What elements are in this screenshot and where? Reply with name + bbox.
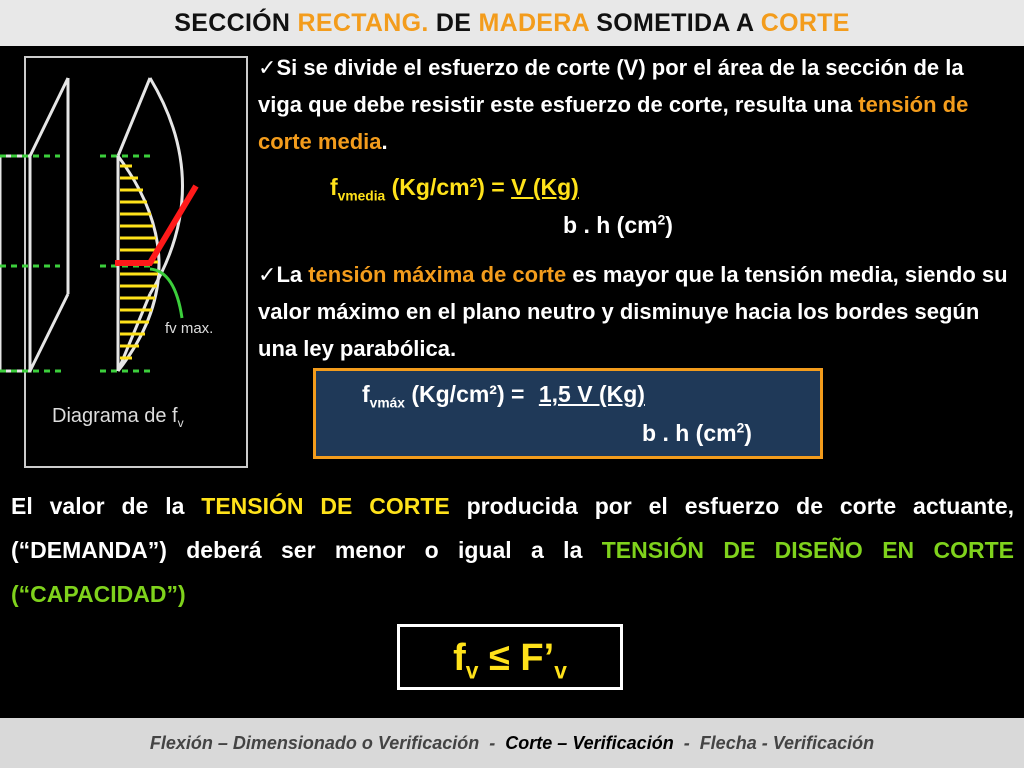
diagram-caption [52, 405, 184, 430]
formula1-denominator [563, 212, 673, 239]
inequality-operator: ≤ F’ [478, 637, 555, 679]
title-part: SECCIÓN [174, 9, 298, 37]
footer-item-flexion[interactable]: Flexión – Dimensionado o Verificación [149, 733, 480, 753]
footer-item-flecha[interactable]: Flecha - Verificación [699, 733, 875, 753]
formula2-units: (Kg/cm²) = [404, 381, 531, 407]
inequality-F-sub: v [554, 657, 567, 684]
formula1-den-close: ) [665, 212, 673, 238]
formula1-numerator: V (Kg) [511, 174, 579, 200]
paragraph-mean-shear [258, 49, 1010, 160]
title-part: SOMETIDA A [589, 9, 761, 37]
footer-separator: - [673, 733, 700, 753]
conclusion-paragraph [11, 484, 1014, 616]
formula1-units: (Kg/cm²) = [385, 174, 512, 200]
formula-mean [330, 174, 579, 204]
para1-end: . [381, 129, 388, 154]
title-highlight-rectang: RECTANG. [297, 9, 429, 37]
formula1-f: f [330, 174, 338, 200]
beam-section-outline [0, 78, 68, 371]
footer-separator: - [479, 733, 506, 753]
para2-text-b: es mayor que la tensión media, siendo su valor máximo en el plano neutro y disminuye hacia los bordes según una ley parabólica. [258, 262, 1008, 361]
formula2-den-text: b . h (cm [642, 420, 737, 446]
paragraph-max-shear [258, 256, 1010, 367]
conclusion-highlight-demand: TENSIÓN DE CORTE [201, 493, 450, 519]
formula2-numerator: 1,5 V (Kg) [538, 381, 645, 407]
formula2-f: f [362, 381, 370, 407]
conclusion-text-1: El valor de la [11, 493, 202, 519]
slide-title [0, 0, 1024, 46]
checkmark-icon: ✓ [258, 262, 277, 287]
formula2-denominator [642, 420, 752, 447]
caption-subscript: v [177, 416, 184, 430]
title-highlight-corte: CORTE [760, 9, 850, 37]
shear-stress-diagram [0, 56, 250, 396]
para1-highlight: tensión de corte media [258, 92, 969, 154]
conclusion-highlight-capacity: TENSIÓN DE DISEÑO EN CORTE (“CAPACIDAD”) [11, 537, 1015, 607]
formula1-sub: vmedia [337, 188, 386, 204]
inequality-f: f [453, 637, 466, 679]
design-inequality-box [397, 624, 623, 690]
footer-navigation [0, 718, 1024, 768]
conclusion-text-2: producida por el esfuerzo de corte actuante, (“DEMANDA”) deberá ser menor o igual a la [11, 493, 1014, 563]
caption-text: Diagrama de f [52, 405, 178, 427]
checkmark-icon: ✓ [258, 55, 277, 80]
formula1-den-sup: 2 [657, 212, 666, 228]
title-part: DE [428, 9, 479, 37]
formula-max [362, 381, 645, 411]
formula2-den-sup: 2 [736, 420, 745, 436]
title-highlight-madera: MADERA [478, 9, 590, 37]
para2-highlight: tensión máxima de corte [308, 262, 567, 287]
inequality-f-sub: v [465, 657, 479, 684]
fv-max-label: fv max. [165, 320, 214, 337]
para1-text: Si se divide el esfuerzo de corte (V) por el área de la sección de la viga que debe resistir este esfuerzo de corte, resulta una [258, 55, 964, 117]
formula2-sub: vmáx [369, 395, 405, 411]
footer-item-corte[interactable]: Corte – Verificación [505, 733, 674, 753]
formula1-den-text: b . h (cm [563, 212, 658, 238]
para2-text: La [276, 262, 309, 287]
formula2-den-close: ) [744, 420, 752, 446]
